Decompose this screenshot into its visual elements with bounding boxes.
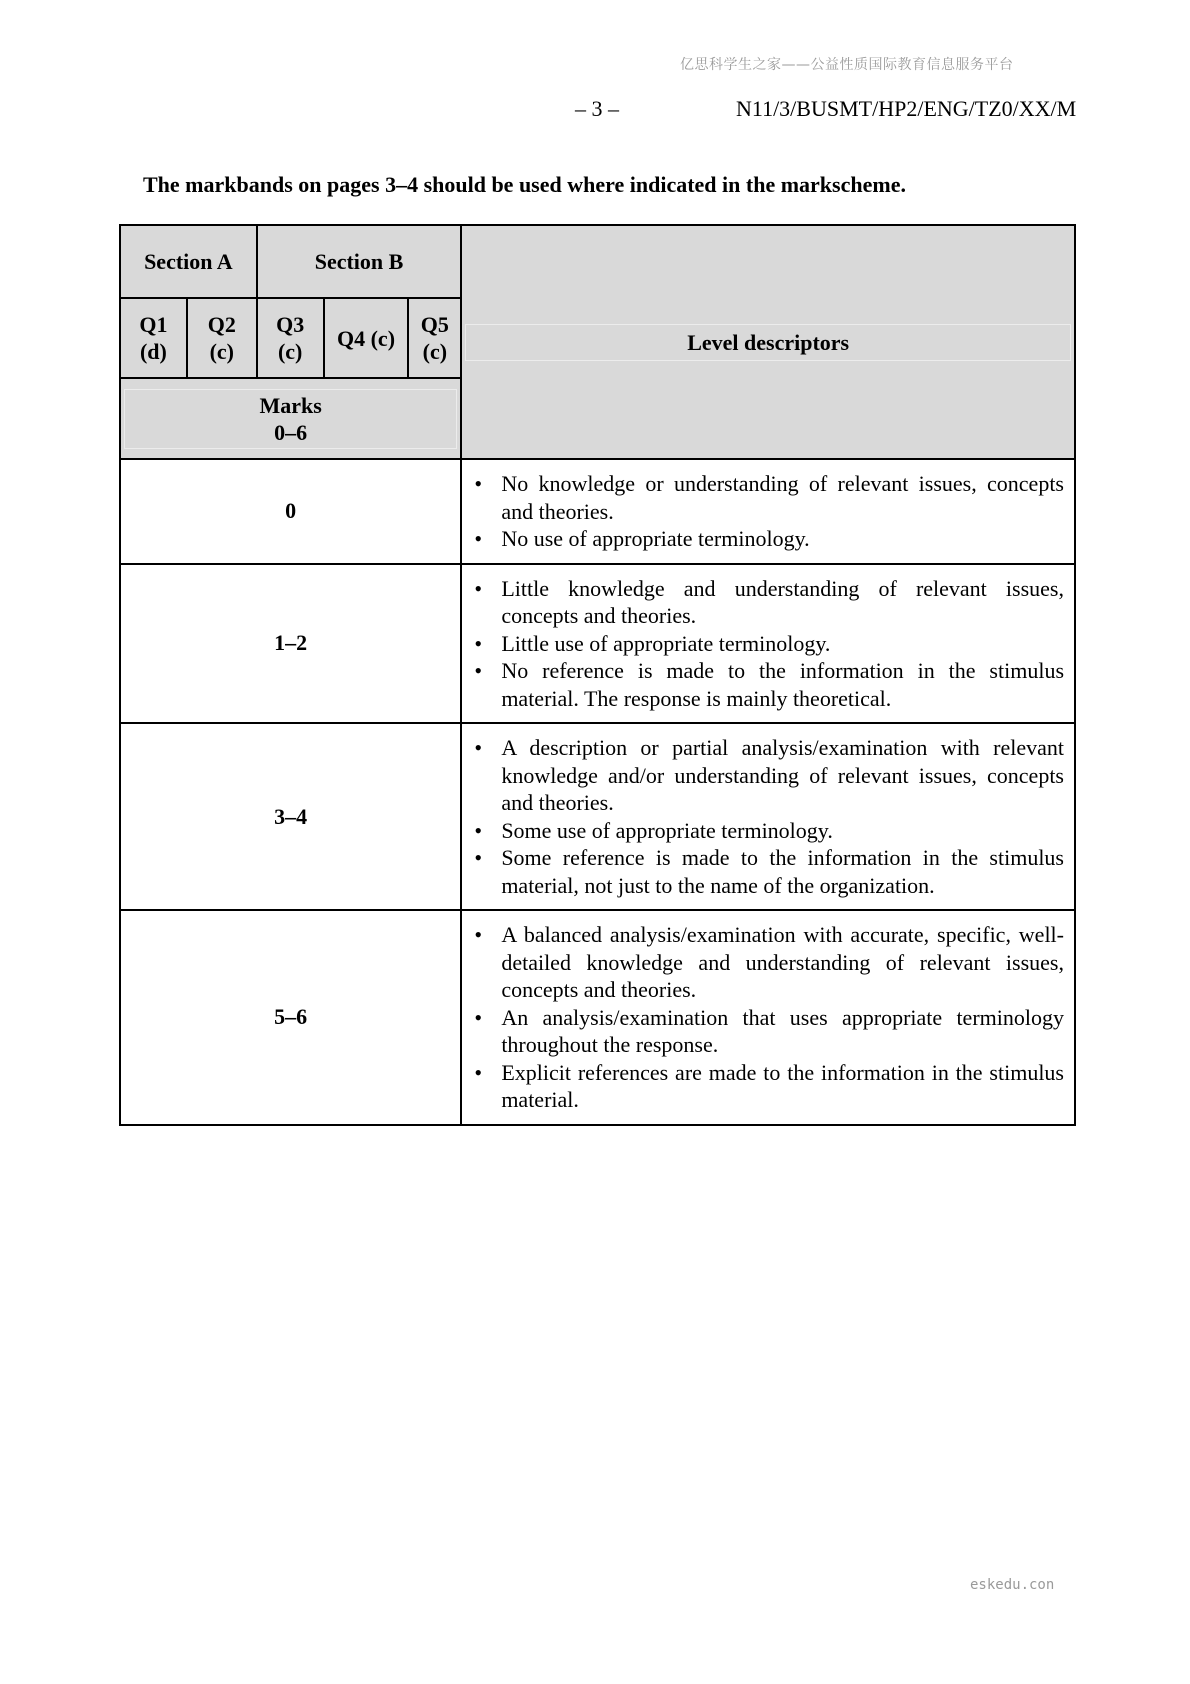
level-descriptors-box <box>465 324 1071 361</box>
descriptor-text: Little use of appropriate terminology. <box>501 630 831 656</box>
q3-label: Q3 <box>276 312 305 337</box>
document-code: N11/3/BUSMT/HP2/ENG/TZ0/XX/M <box>736 96 1077 121</box>
level-descriptors-label: Level descriptors <box>687 329 850 355</box>
list-item <box>470 817 1064 845</box>
bullet: • <box>474 471 483 496</box>
bullet: • <box>474 630 483 656</box>
bullet: • <box>474 1004 483 1030</box>
q2-header <box>187 298 257 378</box>
mark-band-cell: 3–4 <box>120 723 461 910</box>
descriptor-cell <box>461 459 1075 564</box>
section-a-label: Section A <box>144 249 233 274</box>
watermark-top: 亿思科学生之家——公益性质国际教育信息服务平台 <box>680 57 1014 73</box>
q1-label: Q1 <box>139 312 168 337</box>
bullet: • <box>474 526 483 551</box>
list-item <box>470 657 1064 712</box>
section-b-header <box>257 225 462 298</box>
markbands-table <box>119 224 1076 1126</box>
descriptor-cell <box>461 564 1075 724</box>
descriptor-list <box>470 734 1064 899</box>
q5-part: (c) <box>422 339 448 364</box>
watermark-bottom: eskedu.con <box>970 1577 1055 1593</box>
descriptor-list <box>470 921 1064 1114</box>
q1-part: (d) <box>139 339 167 364</box>
table-row <box>120 564 1075 724</box>
list-item <box>470 1059 1064 1114</box>
descriptor-text: No use of appropriate terminology. <box>501 526 810 551</box>
q2-label: Q2 <box>207 312 236 337</box>
mark-band-cell: 5–6 <box>120 910 461 1125</box>
descriptor-cell <box>461 910 1075 1125</box>
list-item <box>470 1004 1064 1059</box>
bullet: • <box>474 575 483 601</box>
marks-box <box>124 389 457 449</box>
descriptor-text: A description or partial analysis/examination with relevant knowledge and/or understanding of relevant issues, concepts and theories. <box>501 735 1064 815</box>
bullet: • <box>474 817 483 843</box>
descriptor-text: Little knowledge and understanding of relevant issues, concepts and theories. <box>501 575 1064 628</box>
bullet: • <box>474 658 483 683</box>
section-b-label: Section B <box>314 249 404 274</box>
list-item <box>470 844 1064 899</box>
bullet: • <box>474 922 483 947</box>
q3-header <box>257 298 324 378</box>
q2-part: (c) <box>209 339 235 364</box>
mark-band-cell: 0 <box>120 459 461 564</box>
list-item <box>470 575 1064 630</box>
bullet: • <box>474 845 483 870</box>
table-row <box>120 459 1075 564</box>
descriptor-list <box>470 575 1064 713</box>
descriptor-text: Explicit references are made to the information in the stimulus material. <box>501 1059 1064 1112</box>
q5-label: Q5 <box>420 312 449 337</box>
descriptor-text: No reference is made to the information in the stimulus material. The response is mainly theoretical. <box>501 658 1064 711</box>
bullet: • <box>474 735 483 760</box>
mark-band-cell: 1–2 <box>120 564 461 724</box>
descriptor-text: No knowledge or understanding of relevant issues, concepts and theories. <box>501 471 1064 524</box>
descriptor-text: Some reference is made to the information in the stimulus material, not just to the name of the organization. <box>501 845 1064 898</box>
page-number: – 3 – <box>575 96 619 121</box>
q5-header <box>408 298 461 378</box>
bullet: • <box>474 1059 483 1085</box>
list-item <box>470 525 1064 553</box>
table-row <box>120 723 1075 910</box>
q4-label: Q4 (c) <box>336 325 396 351</box>
section-a-header <box>120 225 257 298</box>
list-item <box>470 734 1064 817</box>
q1-header <box>120 298 187 378</box>
descriptor-cell <box>461 723 1075 910</box>
descriptor-list <box>470 470 1064 553</box>
descriptor-text: An analysis/examination that uses appropriate terminology throughout the response. <box>501 1004 1064 1057</box>
table-row <box>120 910 1075 1125</box>
list-item <box>470 630 1064 658</box>
marks-header <box>120 378 461 459</box>
list-item <box>470 921 1064 1004</box>
q3-part: (c) <box>277 339 303 364</box>
marks-label: Marks <box>259 392 322 418</box>
intro-text: The markbands on pages 3–4 should be used where indicated in the markscheme. <box>143 172 906 197</box>
descriptor-text: A balanced analysis/examination with accurate, specific, well-detailed knowledge and understanding of relevant issues, concepts and theories. <box>501 922 1064 1002</box>
q4-header <box>324 298 409 378</box>
list-item <box>470 470 1064 525</box>
level-descriptors-header <box>461 225 1075 459</box>
marks-range: 0–6 <box>274 419 308 445</box>
header-row-sections <box>120 225 1075 298</box>
descriptor-text: Some use of appropriate terminology. <box>501 817 833 843</box>
